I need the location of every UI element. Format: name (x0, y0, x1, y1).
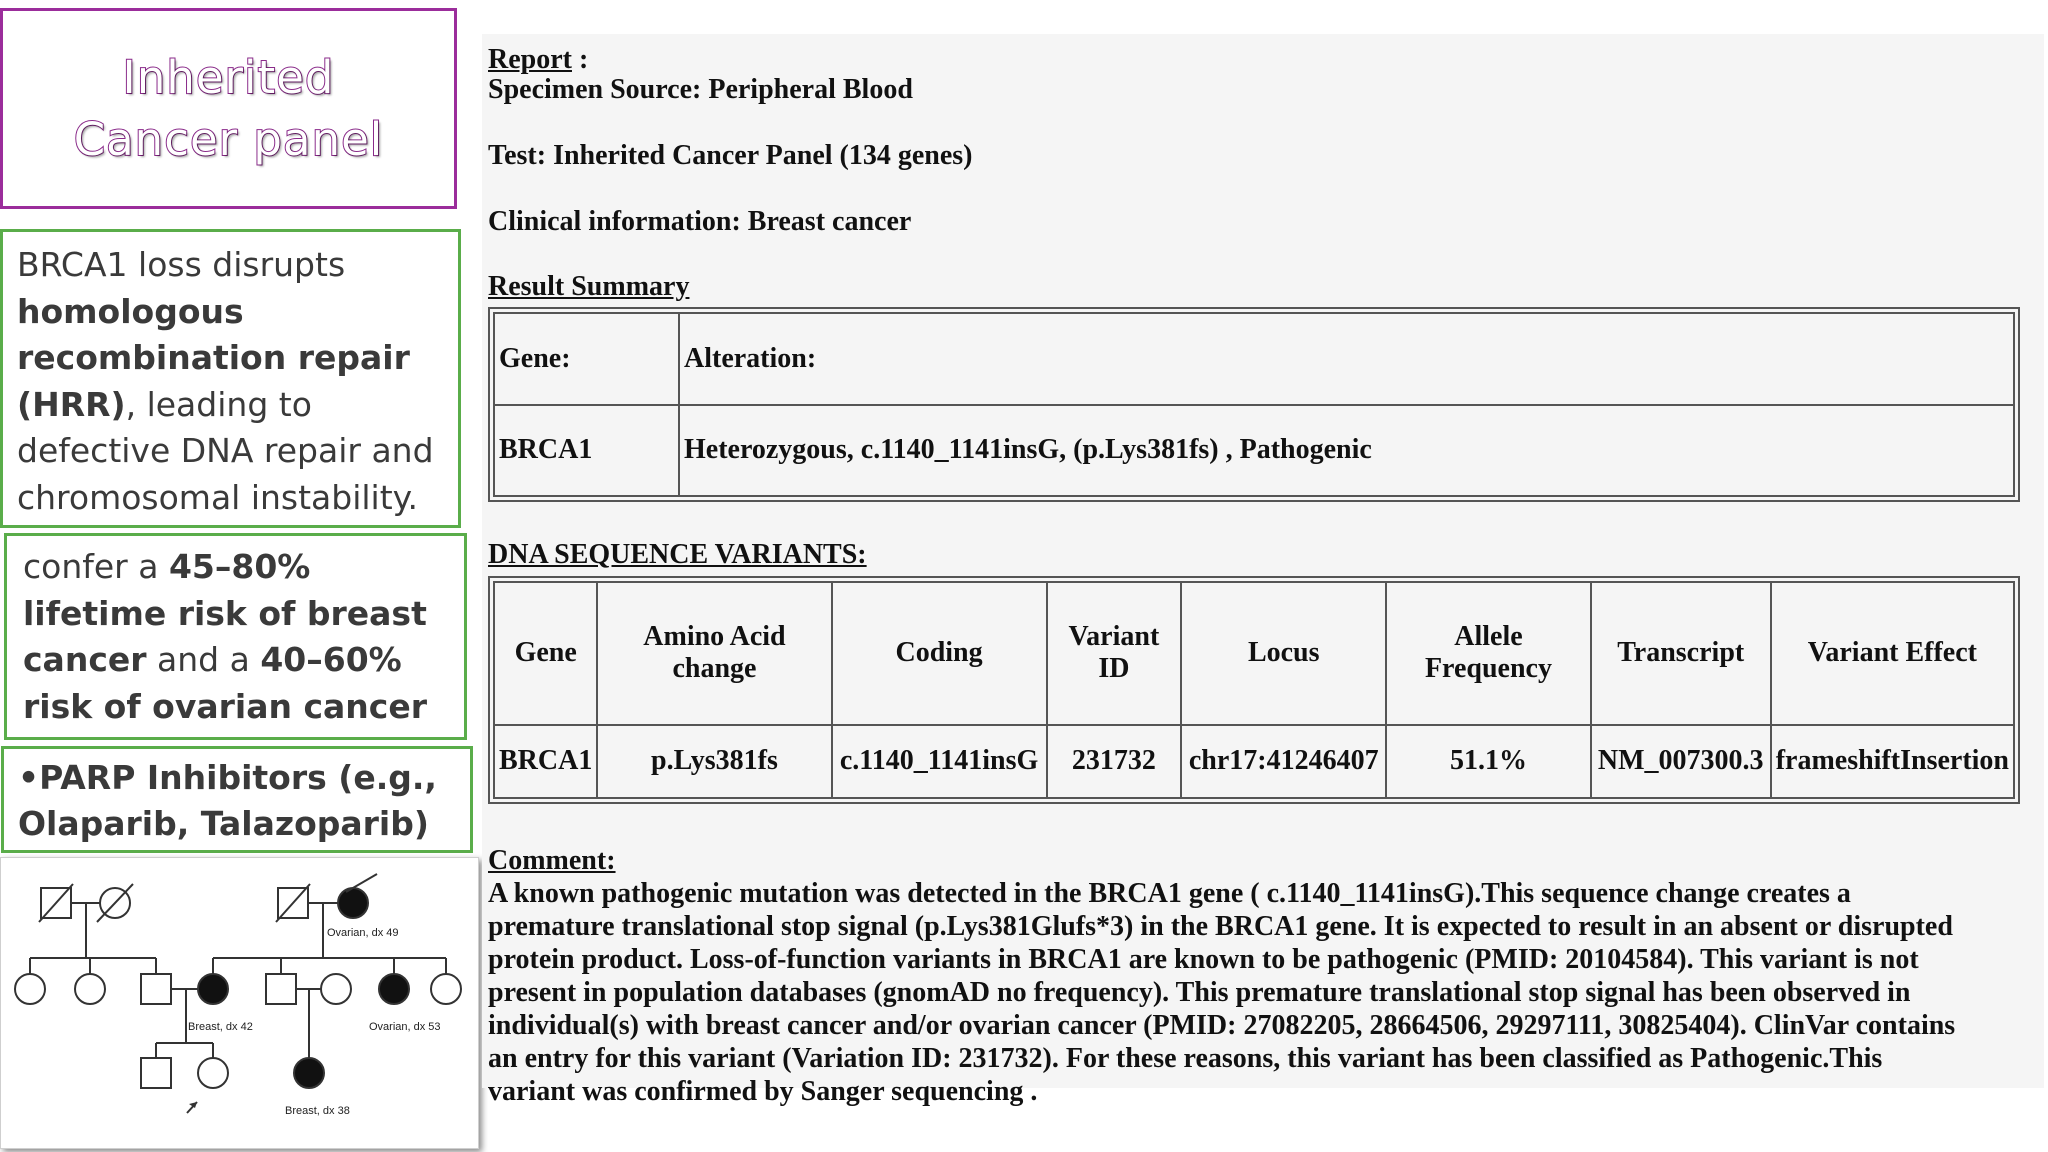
risk-breast: 45–80% lifetime risk of breast cancer (23, 547, 427, 679)
dna-table-row (494, 725, 2014, 798)
dna-variants-table (493, 581, 2015, 799)
risk-info-box (4, 533, 467, 740)
title-box (0, 8, 457, 209)
summary-gene: BRCA1 (494, 405, 679, 497)
dna-cell-allele-frequency: 51.1% (1386, 725, 1590, 798)
dna-header-allele-frequency: Allele Frequency (1386, 582, 1590, 725)
comment-section (488, 844, 2038, 1108)
proband-female-gen3 (198, 1058, 228, 1088)
dna-header-variant-id: Variant ID (1047, 582, 1182, 725)
summary-header-alteration: Alteration: (679, 313, 2014, 405)
test-name: Test: Inherited Cancer Panel (134 genes) (488, 140, 973, 171)
affected-female-gen2-right (379, 974, 409, 1004)
comment-label: Comment: (488, 845, 616, 876)
pedigree-label-ovarian-49: Ovarian, dx 49 (327, 927, 399, 939)
result-summary-table (493, 312, 2015, 497)
male-gen3 (141, 1058, 171, 1088)
dna-variants-table-frame (488, 576, 2020, 804)
comment-line: present in population databases (gnomAD no frequency). This premature translational stop signal has been observed in (488, 977, 1911, 1008)
comment-line: individual(s) with breast cancer and/or ovarian cancer (PMID: 27082205, 28664506, 29297111, 30825404). ClinVar contains (488, 1010, 1956, 1041)
affected-female-gen1 (338, 888, 368, 918)
report-heading (488, 44, 588, 76)
risk-text-2: and a (146, 640, 261, 679)
hrr-text-pre: BRCA1 loss disrupts (17, 245, 346, 284)
female-gen2-2 (75, 974, 105, 1004)
affected-female-gen3 (294, 1058, 324, 1088)
risk-text-1: confer a (23, 547, 169, 586)
hrr-text-bold: homologous recombination repair (HRR) (17, 291, 410, 424)
slide-title: Inherited Cancer panel (73, 50, 384, 166)
result-summary-table-frame (488, 307, 2020, 502)
female-gen2-1 (15, 974, 45, 1004)
comment-line: protein product. Loss-of-function variants in BRCA1 are known to be pathogenic (PMID: 20104584). This variant is not (488, 944, 1919, 975)
dna-variants-title: DNA SEQUENCE VARIANTS: (488, 539, 867, 570)
comment-line: A known pathogenic mutation was detected in the BRCA1 gene ( c.1140_1141insG).This sequence change creates a (488, 878, 1851, 909)
dna-header-amino-acid: Amino Acid change (597, 582, 831, 725)
dna-header-locus: Locus (1181, 582, 1386, 725)
dna-cell-variant-effect: frameshiftInsertion (1771, 725, 2014, 798)
pedigree-label-breast-42: Breast, dx 42 (188, 1021, 253, 1033)
pedigree-label-breast-38: Breast, dx 38 (285, 1105, 350, 1117)
dna-header-gene: Gene (494, 582, 597, 725)
male-gen2-2 (266, 974, 296, 1004)
comment-line: variant was confirmed by Sanger sequencing . (488, 1076, 1038, 1107)
pedigree-label-ovarian-53: Ovarian, dx 53 (369, 1021, 441, 1033)
dna-cell-coding: c.1140_1141insG (832, 725, 1047, 798)
hrr-text-post: , leading to defective DNA repair and chromosomal instability. (17, 384, 434, 517)
pedigree-svg (1, 858, 478, 1148)
male-gen2-1 (141, 974, 171, 1004)
report-panel (482, 34, 2044, 1107)
specimen-source: Specimen Source: Peripheral Blood (488, 74, 913, 105)
dna-cell-gene: BRCA1 (494, 725, 597, 798)
report-colon: : (571, 44, 589, 75)
female-gen2-3 (321, 974, 351, 1004)
dna-table-header-row (494, 582, 2014, 725)
summary-alteration: Heterozygous, c.1140_1141insG, (p.Lys381fs) , Pathogenic (679, 405, 2014, 497)
risk-ovarian: 40–60% risk of ovarian cancer (23, 640, 428, 726)
dna-header-coding: Coding (832, 582, 1047, 725)
affected-female-gen2 (198, 974, 228, 1004)
report-label: Report (488, 44, 572, 75)
clinical-information: Clinical information: Breast cancer (488, 206, 912, 237)
dna-cell-transcript: NM_007300.3 (1591, 725, 1771, 798)
comment-line: an entry for this variant (Variation ID: 231732). For these reasons, this variant has been classified as Pathogenic.This (488, 1043, 1883, 1074)
dna-cell-variant-id: 231732 (1047, 725, 1182, 798)
dna-cell-locus: chr17:41246407 (1181, 725, 1386, 798)
hrr-info-box (0, 229, 461, 528)
female-gen2-4 (431, 974, 461, 1004)
dna-cell-amino-acid: p.Lys381fs (597, 725, 831, 798)
parp-text: •PARP Inhibitors (e.g., Olaparib, Talazoparib) (18, 758, 437, 843)
pedigree-diagram (0, 857, 479, 1149)
result-summary-title: Result Summary (488, 271, 690, 302)
dna-header-variant-effect: Variant Effect (1771, 582, 2014, 725)
parp-info-box (1, 746, 473, 853)
comment-line: premature translational stop signal (p.Lys381Glufs*3) in the BRCA1 gene. It is expected to result in an absent or disrupted (488, 911, 1953, 942)
dna-header-transcript: Transcript (1591, 582, 1771, 725)
summary-header-gene: Gene: (494, 313, 679, 405)
